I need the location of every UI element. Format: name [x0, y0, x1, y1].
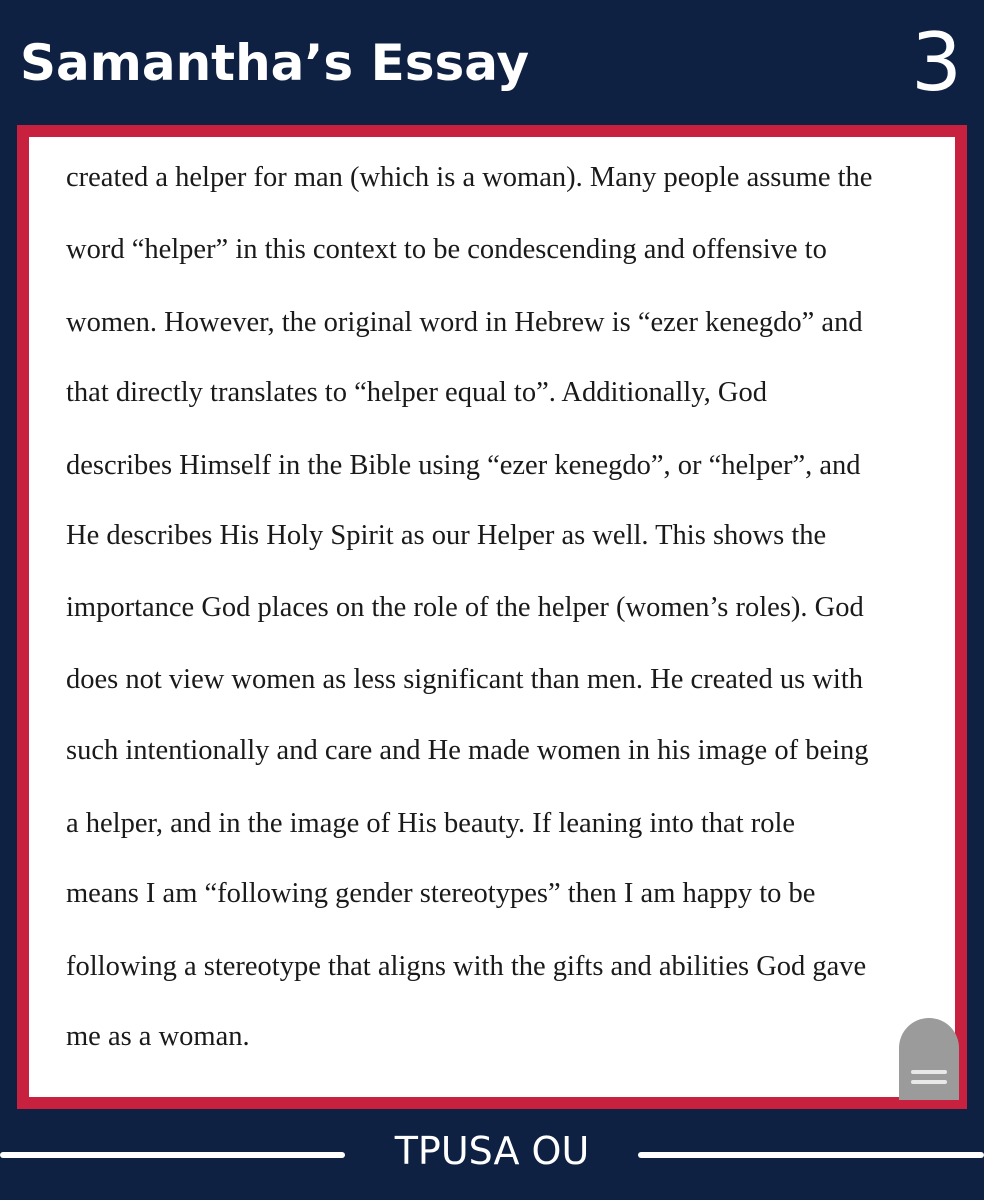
essay-line: does not view women as less significant than men. He created us with [66, 664, 864, 695]
page-number: 3 [911, 16, 962, 109]
essay-line: describes Himself in the Bible using “ezer kenegdo”, or “helper”, and [66, 450, 861, 481]
essay-line: importance God places on the role of the helper (women’s roles). God [66, 592, 864, 623]
essay-line: that directly translates to “helper equal to”. Additionally, God [66, 377, 767, 408]
scroll-handle[interactable] [899, 1018, 959, 1100]
essay-line: women. However, the original word in Hebrew is “ezer kenegdo” and [66, 307, 863, 338]
essay-line: created a helper for man (which is a woman). Many people assume the [66, 162, 873, 193]
handle-grip-icon [911, 1070, 947, 1074]
essay-line: a helper, and in the image of His beauty. If leaning into that role [66, 808, 796, 839]
essay-line: word “helper” in this context to be condescending and offensive to [66, 234, 827, 265]
footer-label: TPUSA OU [394, 1129, 590, 1173]
handle-grip-icon [911, 1080, 947, 1084]
page-title: Samantha’s Essay [20, 34, 530, 92]
footer-divider-right [638, 1152, 984, 1158]
essay-line: me as a woman. [66, 1021, 250, 1052]
essay-line: such intentionally and care and He made women in his image of being [66, 735, 869, 766]
essay-line: He describes His Holy Spirit as our Helper as well. This shows the [66, 520, 827, 551]
essay-line: following a stereotype that aligns with the gifts and abilities God gave [66, 951, 867, 982]
essay-line: means I am “following gender stereotypes” then I am happy to be [66, 878, 816, 909]
